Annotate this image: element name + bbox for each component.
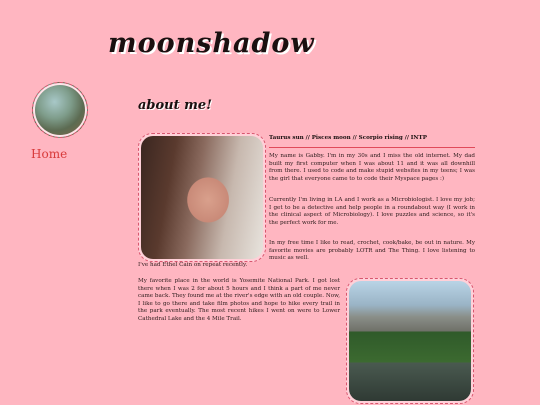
portrait-image bbox=[141, 136, 263, 259]
hobbies-paragraph-continued: I've had Ethel Cain on repeat recently. bbox=[138, 262, 248, 268]
intro-paragraph: My name is Gabby. I'm in my 30s and I miss the old internet. My dad built my first computer when I was about 11 and it was all downhill from there. I used to code and make stupid websites in my teens; I was the girl that everyone came to to code their Myspace pages :) bbox=[269, 153, 475, 182]
yosemite-paragraph: My favorite place in the world is Yosemite National Park. I got lost there when I was 2 for about 5 hours and I think a part of me never came back. They found me at the river's edge with an old couple. Now, I like to go there and take film photos and hope to hike every trail in the park eventually. The most recent hikes I went on were to Lower Cathedral Lake and the 4 Mile Trail. bbox=[138, 278, 340, 322]
work-paragraph: Currently I'm living in LA and I work as a Microbiologist. I love my job; I get to be a detective and help people in a roundabout way (I work in the clinical aspect of Microbiology). I love puzzles and science, so it's the perfect work for me. bbox=[269, 197, 475, 226]
astrology-signs: Taurus sun // Pisces moon // Scorpio rising // INTP bbox=[269, 135, 427, 141]
page-title: about me! bbox=[138, 98, 212, 113]
portrait-photo bbox=[138, 133, 266, 262]
nav-home-link[interactable]: Home bbox=[31, 147, 68, 161]
yosemite-image bbox=[349, 281, 471, 401]
hobbies-paragraph: In my free time I like to read, crochet, cook/bake, be out in nature. My favorite movies are probably LOTR and The Thing. I love listening to music as well. bbox=[269, 240, 475, 262]
site-title: moonshadow bbox=[108, 28, 315, 59]
avatar bbox=[32, 82, 88, 138]
divider bbox=[269, 147, 475, 148]
yosemite-photo bbox=[346, 278, 474, 404]
